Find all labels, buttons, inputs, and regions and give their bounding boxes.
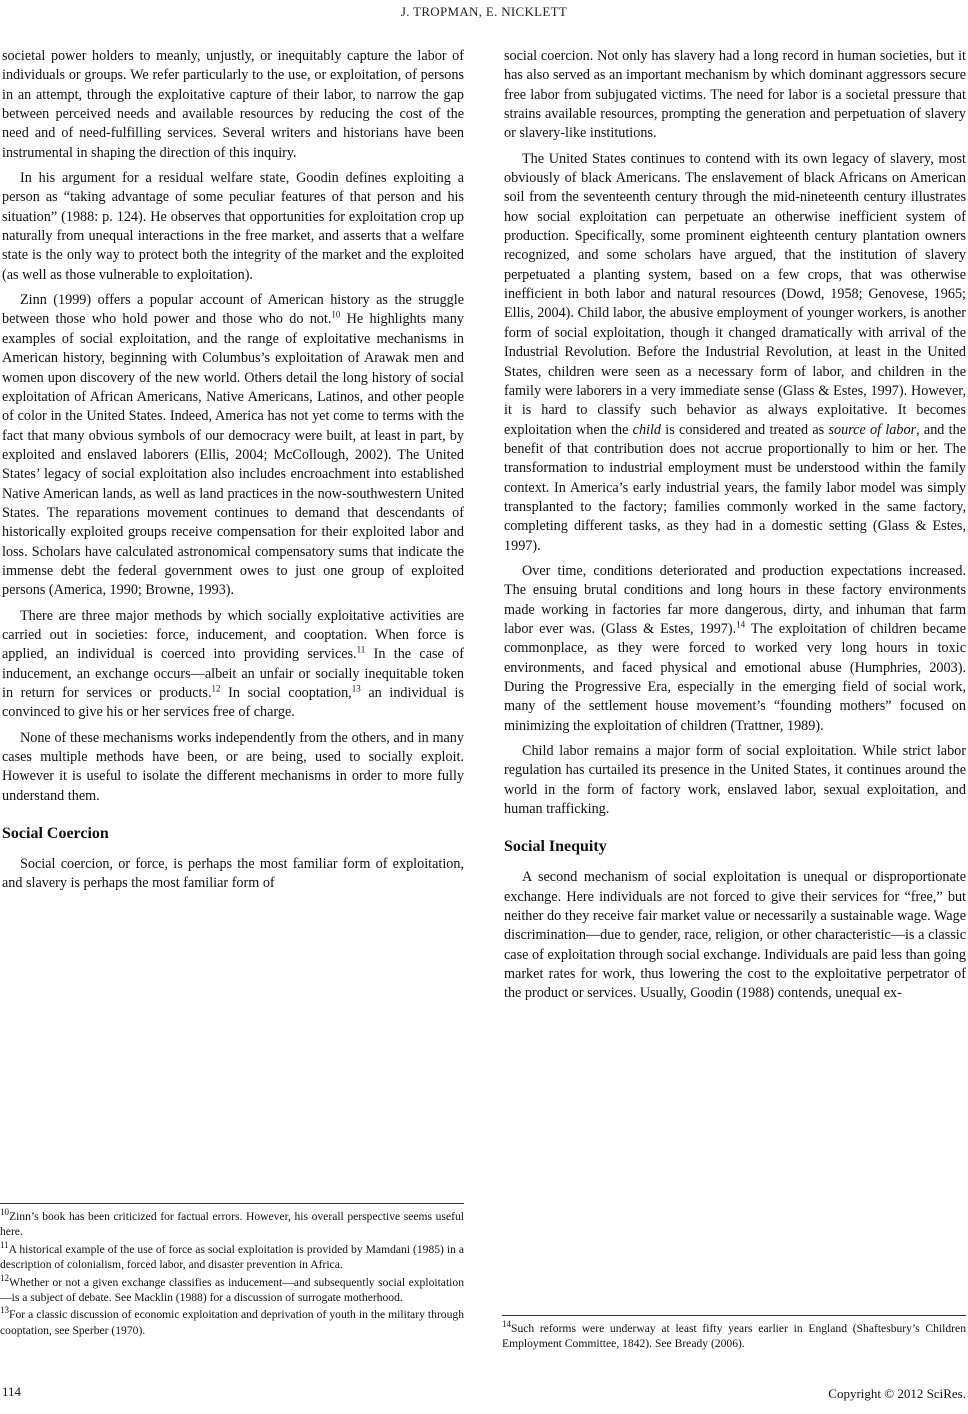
footnote	[0, 1272, 464, 1306]
paragraph: In his argument for a residual welfare state, Goodin defines exploiting a person as “taking advantage of some peculiar features of that person and his situation” (1988: p. 124). He observes that opportunities for exploitation crop up naturally from unequal interactions in the free market, and asserts that a welfare state is the only way to protect both the integrity of the market and the exploited (as well as those vulnerable to exploitation).	[2, 170, 464, 283]
left-column	[2, 47, 464, 894]
page-number: 114	[2, 1384, 22, 1399]
paragraph: social coercion. Not only has slavery had a long record in human societies, but it has also served as an important mechanism by which dominant aggressors secure free labor from subjugated victims. The need for labor is a societal pressure that strains available resources, prompting the generation and perpetuation of slavery or slavery-like institutions.	[504, 48, 966, 142]
paragraph	[2, 607, 464, 723]
text-run: The United States continues to contend with its own legacy of slavery, most obviously of black Americans. The enslavement of black Africans on American soil from the seventeenth century through the mid-nineteenth century illustrates how social exploitation can perpetuate an otherwise inefficient system of production. Specifically, some prominent eighteenth century plantation owners recognized, and some scholars have argued, that the institution of slavery perpetuated a planting system, based on a few crops, that was otherwise inefficient in both labor and natural resources (Dowd, 1958; Genovese, 1965; Ellis, 2004). Child labor, the abusive employment of younger workers, is another form of social exploitation, though it changed dramatically with arrival of the Industrial Revolution. Before the Industrial Revolution, at least in the United States, children were seen as a necessary form of labor, and children in the family were laborers in a very immediate sense (Glass & Estes, 1997). However, it is hard to classify such behavior as always exploitative. It becomes exploitation when the	[504, 150, 966, 438]
section-heading: Social Inequity	[504, 838, 607, 856]
text-run: He highlights many examples of social exploitation, and the range of exploitative mechanisms in American history, beginning with Columbus’s exploitation of Arawak men and women upon discovery of the new world. Others detail the long history of social exploitation of African Americans, Native Americans, Latinos, and other people of color in the United States. Indeed, America has not yet come to terms with the fact that many obvious symbols of our democracy were built, at least in part, by exploited and enslaved laborers (Ellis, 2004; McCollough, 2002). The United States’ legacy of social exploitation also includes encroachment into established Native American lands, as well as land practices in the now-southwestern United States. The reparations movement continues to demand that descendants of historically exploited groups receive compensation for their exploited labor and loss. Scholars have calculated astronomical compensatory sums that indicate the immense debt the federal government owes to just one group of exploited persons (America, 1990; Browne, 1993).	[2, 311, 464, 599]
footnote-text: Whether or not a given exchange classifies as inducement—and subsequently social exploitation—is a subject of debate. See Macklin (1988) for a discussion of surrogate motherhood.	[0, 1275, 464, 1305]
footnote-ref: 14	[736, 619, 746, 630]
text-run: , and the benefit of that contribution does not accrue proportionally to him or her. The transformation to industrial employment must be understood within the family context. In America’s early industrial years, the family labor model was simply transplanted to the factory; families commonly worked in the same factory, completing different tasks, as they had in a domestic setting (Glass & Estes, 1997).	[504, 421, 966, 554]
running-head: J. TROPMAN, E. NICKLETT	[400, 4, 568, 19]
section-heading: Social Coercion	[2, 825, 109, 843]
paragraph: Social coercion, or force, is perhaps the most familiar form of exploitation, and slavery is perhaps the most familiar form of	[2, 856, 464, 892]
footnote-ref: 10	[331, 309, 341, 320]
footnote	[0, 1209, 464, 1240]
footnote-number: 11	[0, 1239, 9, 1250]
paragraph: None of these mechanisms works independently from the others, and in many cases multiple methods have been, or are being, used to socially exploit. However it is useful to isolate the different mechanisms in order to more fully understand them.	[2, 729, 464, 804]
footnote-text: For a classic discussion of economic exploitation and deprivation of youth in the military through cooptation, see Sperber (1970).	[0, 1308, 464, 1337]
paragraph	[504, 562, 966, 736]
footnotes-right	[502, 1315, 966, 1354]
text-run: is considered and treated as	[661, 421, 829, 438]
paragraph: societal power holders to meanly, unjustly, or inequitably capture the labor of individuals or groups. We refer particularly to the use, or exploitation, of persons in an attempt, through the exploitative capture of their labor, to narrow the gap between perceived needs and available resources by reducing the cost of the need and of need-fulfilling services. Several writers and historians have been instrumental in shaping the direction of this inquiry.	[2, 48, 464, 161]
footnotes-left	[0, 1203, 464, 1340]
footnote	[0, 1307, 464, 1338]
footnote-number: 14	[502, 1319, 511, 1330]
footnote-number: 12	[0, 1272, 9, 1283]
footnote-text: A historical example of the use of force as social exploitation is provided by Mamdani (1985) in a description of colonialism, forced labor, and disaster prevention in Africa.	[0, 1242, 464, 1272]
text-run: The exploitation of children became commonplace, as they were forced to worked very long hours in toxic environments, and faced physical and emotional abuse (Humphries, 2003). During the Progressive Era, especially in the emerging field of social work, many of the settlement house movement’s “founding mothers” focused on minimizing the exploitation of children (Trattner, 1989).	[504, 620, 966, 734]
footnote-text: Such reforms were underway at least fifty years earlier in England (Shaftesbury’s Children Employment Committee, 1842). See Bready (2006).	[502, 1322, 966, 1351]
emphasis: source of labor	[828, 421, 917, 438]
right-column	[504, 47, 966, 1004]
footnote-ref: 12	[211, 683, 221, 694]
copyright-notice: Copyright © 2012 SciRes.	[828, 1386, 966, 1401]
footnote-number: 13	[0, 1305, 9, 1316]
text-run: Zinn (1999) offers a popular account of American history as the struggle between those who hold power and those who do not.	[2, 292, 464, 328]
paragraph	[2, 291, 464, 601]
paragraph	[504, 150, 966, 556]
footnote-ref: 11	[356, 644, 366, 655]
footnote-ref: 13	[351, 683, 361, 694]
text-run: In social cooptation,	[220, 685, 352, 701]
paragraph: Child labor remains a major form of social exploitation. While strict labor regulation has curtailed its presence in the United States, it continues around the world in the form of factory work, enslaved labor, sexual exploitation, and human trafficking.	[504, 743, 966, 818]
footnote-rule	[0, 1203, 464, 1204]
emphasis: child	[632, 421, 662, 438]
footnote	[0, 1239, 464, 1273]
text-run: an individual is convinced to give his or her services free of charge.	[2, 685, 464, 721]
text-run: Over time, conditions deteriorated and production expectations increased. The ensuing brutal conditions and long hours in these factory environments made working in factories far more dangerous, dirty, and inhuman that farm labor ever was. (Glass & Estes, 1997).	[504, 562, 966, 637]
paragraph: A second mechanism of social exploitation is unequal or disproportionate exchange. Here individuals are not forced to give their services for “free,” but neither do they receive fair market value or necessarily a sustainable wage. Wage discrimination—due to gender, race, religion, or other characteristic—is a classic case of exploitation through social exchange. Individuals are paid less than going market rates for work, thus lowering the cost to the exploitative perpetrator of the product or services. Usually, Goodin (1988) contends, unequal ex-	[504, 869, 966, 1002]
text-run: In the case of inducement, an exchange occurs—albeit an unfair or socially inequitable token in return for services or products.	[2, 646, 464, 701]
footnote-number: 10	[0, 1207, 9, 1218]
footnote	[502, 1321, 966, 1352]
text-run: There are three major methods by which socially exploitative activities are carried out in societies: force, inducement, and cooptation. When force is applied, an individual is coerced into providing services.	[2, 607, 464, 663]
footnote-rule	[502, 1315, 966, 1316]
footnote-text: Zinn’s book has been criticized for factual errors. However, his overall perspective seems useful here.	[0, 1210, 464, 1239]
